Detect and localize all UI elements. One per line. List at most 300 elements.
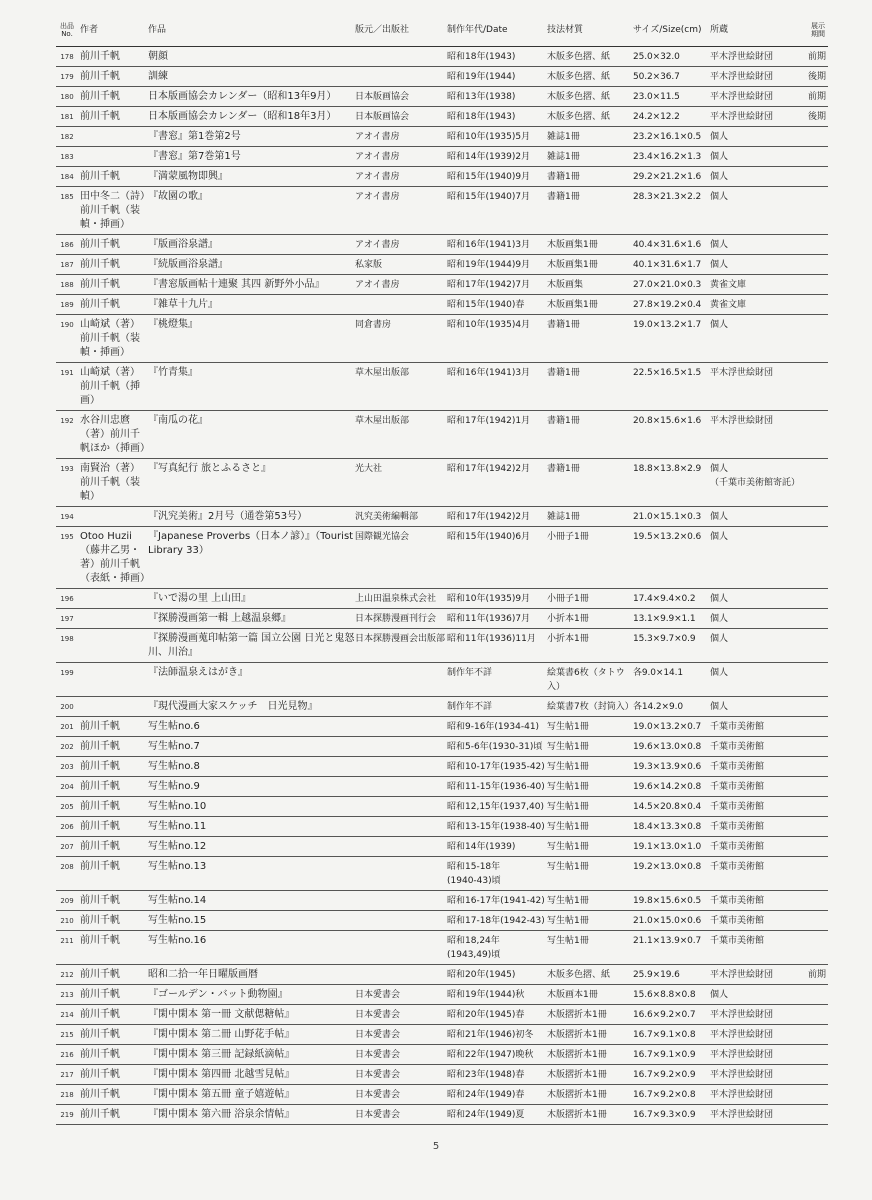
cell-exhibition-period: 後期 [808, 71, 827, 82]
cell-collection: 平木浮世絵財団 [710, 111, 774, 122]
cell-size: 19.0×13.2×0.7 [633, 721, 702, 732]
cell-publisher [355, 930, 447, 964]
cell-artist [78, 628, 146, 662]
cell-no: 184 [60, 172, 74, 181]
cell-publisher: 日本探勝漫画会出版部 [355, 633, 446, 644]
cell-technique: 写生帖1冊 [547, 821, 589, 832]
cell-no: 190 [60, 320, 74, 329]
cell-size: 40.4×31.6×1.6 [633, 239, 702, 250]
cell-size: 19.2×13.0×0.8 [633, 861, 702, 872]
cell-technique: 木版画集1冊 [547, 299, 598, 310]
cell-title: 写生帖no.8 [148, 760, 200, 772]
cell-artist: 前川千帆 [80, 968, 120, 980]
cell-no: 204 [60, 782, 74, 791]
table-body [56, 46, 828, 1124]
table-row [56, 254, 828, 274]
cell-date: 昭和13-15年(1938-40) [447, 821, 545, 832]
cell-no: 207 [60, 842, 74, 851]
table-row [56, 930, 828, 964]
cell-size: 50.2×36.7 [633, 71, 680, 82]
cell-artist: 前川千帆 [80, 1088, 120, 1100]
cell-publisher: 上山田温泉株式会社 [355, 593, 437, 604]
cell-no: 183 [60, 152, 74, 161]
cell-artist: 前川千帆 [80, 820, 120, 832]
cell-publisher [355, 856, 447, 890]
cell-size: 21.0×15.1×0.3 [633, 511, 702, 522]
cell-title: 写生帖no.16 [148, 934, 207, 946]
cell-no: 219 [60, 1110, 74, 1119]
cell-title: 『Japanese Proverbs（日本ノ諺）』（Tourist Library 33） [148, 530, 354, 556]
cell-collection: 千葉市美術館 [710, 721, 765, 732]
cell-technique: 木版摺折本1冊 [547, 1069, 607, 1080]
table-row [56, 506, 828, 526]
cell-technique: 写生帖1冊 [547, 935, 589, 946]
cell-title: 『書窓』第1巻第2号 [148, 130, 241, 142]
cell-no: 195 [60, 532, 74, 541]
cell-collection: 平木浮世絵財団 [710, 1069, 774, 1080]
cell-publisher [355, 776, 447, 796]
cell-no: 192 [60, 416, 74, 425]
cell-no: 198 [60, 634, 74, 643]
cell-collection: 個人 [710, 633, 729, 644]
cell-no: 203 [60, 762, 74, 771]
cell-size: 28.3×21.3×2.2 [633, 191, 702, 202]
cell-no: 218 [60, 1090, 74, 1099]
cell-artist: 南賢治（著）前川千帆（装幀） [80, 462, 140, 502]
cell-date: 昭和22年(1947)晩秋 [447, 1049, 534, 1060]
cell-publisher [355, 662, 447, 696]
cell-size: 15.3×9.7×0.9 [633, 633, 696, 644]
cell-date: 昭和20年(1945)春 [447, 1009, 525, 1020]
cell-technique: 雑誌1冊 [547, 511, 580, 522]
cell-title: 写生帖no.15 [148, 914, 207, 926]
cell-size: 16.7×9.1×0.8 [633, 1029, 696, 1040]
cell-publisher: 日本版画協会 [355, 91, 410, 102]
cell-exhibition-period [808, 234, 828, 254]
cell-collection: 黄雀文庫 [710, 299, 747, 310]
cell-collection: 個人 [710, 531, 729, 542]
cell-artist: 前川千帆 [80, 170, 120, 182]
cell-title: 『故園の歌』 [148, 190, 208, 202]
table-row [56, 608, 828, 628]
cell-date: 昭和17年(1942)7月 [447, 279, 531, 290]
cell-technique: 絵葉書7枚（封筒入） [547, 701, 634, 712]
cell-title: 『書窓』第7巻第1号 [148, 150, 241, 162]
cell-no: 205 [60, 802, 74, 811]
cell-date: 昭和11年(1936)11月 [447, 633, 536, 644]
cell-technique: 木版画集 [547, 279, 584, 290]
cell-exhibition-period [808, 856, 828, 890]
cell-size: 16.7×9.2×0.8 [633, 1089, 696, 1100]
cell-no: 191 [60, 368, 74, 377]
cell-exhibition-period [808, 274, 828, 294]
cell-collection: 平木浮世絵財団 [710, 91, 774, 102]
cell-title: 『満蒙風物即興』 [148, 170, 228, 182]
table-row [56, 964, 828, 984]
cell-publisher: 日本愛書会 [355, 1009, 401, 1020]
cell-artist: 前川千帆 [80, 894, 120, 906]
header-title: 作品 [148, 25, 167, 35]
table-header-row [56, 22, 828, 46]
table-row [56, 662, 828, 696]
cell-publisher: 私家版 [355, 259, 383, 270]
cell-size: 23.0×11.5 [633, 91, 680, 102]
cell-title: 『現代漫画大家スケッチ 日光見物』 [148, 700, 318, 712]
catalog-table [56, 22, 828, 1125]
cell-date: 昭和24年(1949)春 [447, 1089, 525, 1100]
cell-title: 『写真紀行 旅とふるさと』 [148, 462, 272, 474]
cell-publisher: 日本愛書会 [355, 1029, 401, 1040]
cell-size: 25.9×19.6 [633, 969, 680, 980]
cell-exhibition-period [808, 1024, 828, 1044]
cell-exhibition-period [808, 126, 828, 146]
cell-title: 『閑中閑本 第一冊 文献偲糖帖』 [148, 1008, 295, 1020]
cell-size: 19.6×14.2×0.8 [633, 781, 702, 792]
table-row [56, 1084, 828, 1104]
cell-collection: 千葉市美術館 [710, 915, 765, 926]
cell-technique: 小折本1冊 [547, 633, 589, 644]
cell-date: 昭和17年(1942)1月 [447, 415, 531, 426]
table-row [56, 526, 828, 588]
cell-publisher: 同倉書房 [355, 319, 392, 330]
cell-technique: 写生帖1冊 [547, 861, 589, 872]
cell-size: 40.1×31.6×1.7 [633, 259, 702, 270]
cell-exhibition-period: 後期 [808, 111, 827, 122]
cell-technique: 木版画集1冊 [547, 239, 598, 250]
cell-technique: 写生帖1冊 [547, 915, 589, 926]
cell-date: 昭和12,15年(1937,40) [447, 801, 545, 812]
cell-date: 昭和10年(1935)4月 [447, 319, 531, 330]
cell-technique: 書籍1冊 [547, 367, 580, 378]
cell-exhibition-period [808, 716, 828, 736]
cell-no: 188 [60, 280, 74, 289]
cell-artist: 前川千帆 [80, 1068, 120, 1080]
cell-publisher: 国際観光協会 [355, 531, 410, 542]
cell-date: 昭和19年(1944)9月 [447, 259, 531, 270]
cell-technique: 木版多色摺、紙 [547, 51, 611, 62]
table-row [56, 362, 828, 410]
cell-technique: 書籍1冊 [547, 319, 580, 330]
cell-artist [78, 608, 146, 628]
cell-collection: 平木浮世絵財団 [710, 1109, 774, 1120]
cell-technique: 木版摺折本1冊 [547, 1089, 607, 1100]
cell-date: 昭和20年(1945) [447, 969, 516, 980]
cell-publisher: 光大社 [355, 463, 383, 474]
cell-collection: 平木浮世絵財団 [710, 1029, 774, 1040]
cell-exhibition-period [808, 984, 828, 1004]
cell-no: 209 [60, 896, 74, 905]
cell-exhibition-period [808, 816, 828, 836]
cell-publisher: アオイ書房 [355, 239, 400, 250]
cell-collection: 個人 [710, 259, 729, 270]
cell-no: 186 [60, 240, 74, 249]
cell-collection: 個人 [710, 593, 729, 604]
cell-technique: 写生帖1冊 [547, 895, 589, 906]
cell-date: 昭和15年(1940)7月 [447, 191, 531, 202]
cell-date: 昭和13年(1938) [447, 91, 516, 102]
cell-artist: 前川千帆 [80, 934, 120, 946]
cell-size: 23.4×16.2×1.3 [633, 151, 702, 162]
cell-publisher: 日本愛書会 [355, 1069, 401, 1080]
cell-date: 昭和17年(1942)2月 [447, 463, 531, 474]
cell-size: 18.8×13.8×2.9 [633, 463, 702, 474]
cell-publisher [355, 910, 447, 930]
cell-no: 181 [60, 112, 74, 121]
cell-exhibition-period [808, 1084, 828, 1104]
cell-publisher [355, 46, 447, 66]
cell-publisher [355, 796, 447, 816]
cell-publisher [355, 736, 447, 756]
cell-title: 日本版画協会カレンダー（昭和18年3月） [148, 110, 337, 122]
cell-artist: 前川千帆 [80, 298, 120, 310]
cell-title: 『竹青集』 [148, 366, 198, 378]
cell-collection: 千葉市美術館 [710, 861, 765, 872]
cell-title: 『書窓版画帖十連聚 其四 新野外小品』 [148, 278, 325, 290]
cell-no: 193 [60, 464, 74, 473]
table-row [56, 736, 828, 756]
cell-exhibition-period [808, 628, 828, 662]
cell-exhibition-period [808, 696, 828, 716]
cell-artist: 前川千帆 [80, 740, 120, 752]
cell-no: 202 [60, 742, 74, 751]
cell-collection: 平木浮世絵財団 [710, 1089, 774, 1100]
cell-exhibition-period: 前期 [808, 91, 827, 102]
cell-technique: 写生帖1冊 [547, 841, 589, 852]
cell-title: 朝顔 [148, 50, 168, 62]
cell-collection: 平木浮世絵財団 [710, 71, 774, 82]
cell-title: 写生帖no.10 [148, 800, 207, 812]
header-collection: 所蔵 [710, 25, 729, 35]
cell-technique: 木版多色摺、紙 [547, 71, 611, 82]
cell-date: 昭和16年(1941)3月 [447, 239, 531, 250]
cell-date: 昭和11-15年(1936-40) [447, 781, 545, 792]
cell-technique: 木版多色摺、紙 [547, 969, 611, 980]
cell-date: 昭和17年(1942)2月 [447, 511, 531, 522]
table-row [56, 628, 828, 662]
cell-date: 昭和14年(1939) [447, 841, 516, 852]
cell-title: 『閑中閑本 第四冊 北越雪見帖』 [148, 1068, 295, 1080]
cell-title: 『いで湯の里 上山田』 [148, 592, 252, 604]
cell-no: 178 [60, 52, 74, 61]
cell-exhibition-period [808, 1064, 828, 1084]
cell-exhibition-period [808, 362, 828, 410]
cell-date: 昭和15年(1940)春 [447, 299, 525, 310]
cell-title: 『版画浴泉譜』 [148, 238, 218, 250]
cell-technique: 木版摺折本1冊 [547, 1049, 607, 1060]
cell-publisher: 汎究美術編輯部 [355, 511, 419, 522]
cell-size: 24.2×12.2 [633, 111, 680, 122]
cell-size: 19.5×13.2×0.6 [633, 531, 702, 542]
cell-size: 19.1×13.0×1.0 [633, 841, 702, 852]
cell-technique: 写生帖1冊 [547, 761, 589, 772]
cell-no: 199 [60, 668, 74, 677]
cell-collection: 個人 [710, 131, 729, 142]
cell-date: 昭和15年(1940)9月 [447, 171, 531, 182]
cell-publisher [355, 696, 447, 716]
table-row [56, 314, 828, 362]
cell-collection: 千葉市美術館 [710, 841, 765, 852]
cell-publisher: 日本愛書会 [355, 1089, 401, 1100]
cell-title: 『ゴールデン・バット動物園』 [148, 988, 288, 1000]
cell-no: 201 [60, 722, 74, 731]
cell-exhibition-period [808, 588, 828, 608]
cell-size: 各14.2×9.0 [633, 701, 683, 712]
cell-no: 196 [60, 594, 74, 603]
cell-size: 20.8×15.6×1.6 [633, 415, 702, 426]
cell-title: 写生帖no.11 [148, 820, 207, 832]
cell-size: 25.0×32.0 [633, 51, 680, 62]
cell-collection: 個人 [710, 989, 729, 1000]
cell-publisher [355, 816, 447, 836]
header-date: 制作年代/Date [447, 25, 508, 35]
cell-no: 206 [60, 822, 74, 831]
cell-artist: 前川千帆 [80, 800, 120, 812]
cell-exhibition-period [808, 506, 828, 526]
cell-title: 日本版画協会カレンダー（昭和13年9月） [148, 90, 337, 102]
cell-exhibition-period [808, 1044, 828, 1064]
cell-exhibition-period [808, 294, 828, 314]
cell-no: 216 [60, 1050, 74, 1059]
cell-date: 昭和16年(1941)3月 [447, 367, 531, 378]
cell-title: 昭和二拾一年日曜版画暦 [148, 968, 258, 980]
cell-exhibition-period [808, 910, 828, 930]
table-row [56, 890, 828, 910]
cell-collection: 個人 [710, 151, 729, 162]
cell-date: 昭和10年(1935)9月 [447, 593, 531, 604]
cell-size: 22.5×16.5×1.5 [633, 367, 702, 378]
table-row [56, 696, 828, 716]
cell-collection: 千葉市美術館 [710, 761, 765, 772]
cell-publisher [355, 294, 447, 314]
cell-title: 写生帖no.7 [148, 740, 200, 752]
cell-exhibition-period [808, 166, 828, 186]
cell-size: 19.8×15.6×0.5 [633, 895, 702, 906]
cell-date: 昭和18,24年 (1943,49)頃 [447, 935, 501, 960]
cell-exhibition-period [808, 930, 828, 964]
cell-artist: 前川千帆 [80, 1028, 120, 1040]
cell-exhibition-period [808, 526, 828, 588]
table-row [56, 410, 828, 458]
cell-publisher: 日本版画協会 [355, 111, 410, 122]
cell-technique: 小冊子1冊 [547, 593, 589, 604]
cell-title: 写生帖no.6 [148, 720, 200, 732]
table-row [56, 166, 828, 186]
cell-no: 208 [60, 862, 74, 871]
cell-technique: 写生帖1冊 [547, 741, 589, 752]
cell-size: 19.3×13.9×0.6 [633, 761, 702, 772]
cell-date: 昭和18年(1943) [447, 111, 516, 122]
cell-no: 194 [60, 512, 74, 521]
cell-size: 23.2×16.1×0.5 [633, 131, 702, 142]
cell-no: 189 [60, 300, 74, 309]
cell-date: 昭和9-16年(1934-41) [447, 721, 540, 732]
cell-technique: 木版多色摺、紙 [547, 91, 611, 102]
cell-no: 214 [60, 1010, 74, 1019]
table-row [56, 186, 828, 234]
table-row [56, 126, 828, 146]
header-artist: 作者 [80, 25, 99, 35]
cell-artist [78, 506, 146, 526]
cell-title: 『汎究美術』2月号（通巻第53号） [148, 510, 308, 522]
cell-collection: 個人 [710, 171, 729, 182]
cell-artist [78, 662, 146, 696]
cell-date: 昭和15-18年 (1940-43)頃 [447, 861, 501, 886]
cell-size: 15.6×8.8×0.8 [633, 989, 696, 1000]
cell-collection: 個人 [710, 613, 729, 624]
table-row [56, 46, 828, 66]
cell-title: 『探勝漫画第一輯 上越温泉郷』 [148, 612, 292, 624]
cell-artist: 前川千帆 [80, 720, 120, 732]
cell-artist: 前川千帆 [80, 1108, 120, 1120]
header-publisher: 版元／出版社 [355, 25, 410, 35]
cell-exhibition-period: 前期 [808, 51, 827, 62]
cell-exhibition-period [808, 458, 828, 506]
cell-title: 『閑中閑本 第六冊 浴泉余情帖』 [148, 1108, 295, 1120]
cell-collection: 黄雀文庫 [710, 279, 747, 290]
cell-artist: 前川千帆 [80, 50, 120, 62]
cell-title: 『探勝漫画蒐印帖第一篇 国立公園 日光と鬼怒川、川治』 [148, 632, 355, 658]
cell-no: 200 [60, 702, 74, 711]
cell-collection: 平木浮世絵財団 [710, 969, 774, 980]
cell-publisher: アオイ書房 [355, 279, 400, 290]
cell-artist: 前川千帆 [80, 1048, 120, 1060]
cell-date: 昭和19年(1944)秋 [447, 989, 525, 1000]
cell-title: 写生帖no.12 [148, 840, 207, 852]
cell-collection: 千葉市美術館 [710, 781, 765, 792]
cell-collection: 平木浮世絵財団 [710, 367, 774, 378]
cell-title: 『閑中閑本 第二冊 山野花手帖』 [148, 1028, 295, 1040]
cell-publisher [355, 964, 447, 984]
cell-artist: 田中冬二（詩）前川千帆（装幀・挿画） [80, 190, 145, 230]
cell-exhibition-period [808, 314, 828, 362]
cell-collection: 千葉市美術館 [710, 741, 765, 752]
cell-technique: 書籍1冊 [547, 463, 580, 474]
cell-size: 17.4×9.4×0.2 [633, 593, 696, 604]
cell-publisher: 日本愛書会 [355, 1109, 401, 1120]
cell-title: 『閑中閑本 第五冊 童子嬉遊帖』 [148, 1088, 295, 1100]
cell-exhibition-period [808, 254, 828, 274]
cell-technique: 木版画集1冊 [547, 259, 598, 270]
cell-size: 19.6×13.0×0.8 [633, 741, 702, 752]
cell-title: 写生帖no.14 [148, 894, 207, 906]
cell-artist: 前川千帆 [80, 1008, 120, 1020]
cell-date: 昭和18年(1943) [447, 51, 516, 62]
cell-technique: 木版摺折本1冊 [547, 1009, 607, 1020]
cell-no: 212 [60, 970, 74, 979]
cell-date: 昭和21年(1946)初冬 [447, 1029, 534, 1040]
cell-exhibition-period [808, 890, 828, 910]
cell-date: 昭和14年(1939)2月 [447, 151, 531, 162]
cell-exhibition-period [808, 776, 828, 796]
cell-exhibition-period [808, 1004, 828, 1024]
cell-technique: 小折本1冊 [547, 613, 589, 624]
cell-collection: 千葉市美術館 [710, 821, 765, 832]
cell-size: 27.8×19.2×0.4 [633, 299, 702, 310]
cell-technique: 書籍1冊 [547, 415, 580, 426]
cell-size: 19.0×13.2×1.7 [633, 319, 702, 330]
cell-artist: Otoo Huzii（藤井乙男・著）前川千帆（表紙・挿画） [80, 530, 150, 584]
cell-no: 210 [60, 916, 74, 925]
cell-title: 『続版画浴泉譜』 [148, 258, 228, 270]
header-exhibition-period: 展示 期間 [811, 22, 825, 38]
cell-publisher: アオイ書房 [355, 151, 400, 162]
table-row [56, 274, 828, 294]
table-row [56, 1024, 828, 1044]
cell-artist: 前川千帆 [80, 914, 120, 926]
cell-artist: 前川千帆 [80, 840, 120, 852]
table-row [56, 1004, 828, 1024]
catalog-page [56, 22, 827, 1125]
